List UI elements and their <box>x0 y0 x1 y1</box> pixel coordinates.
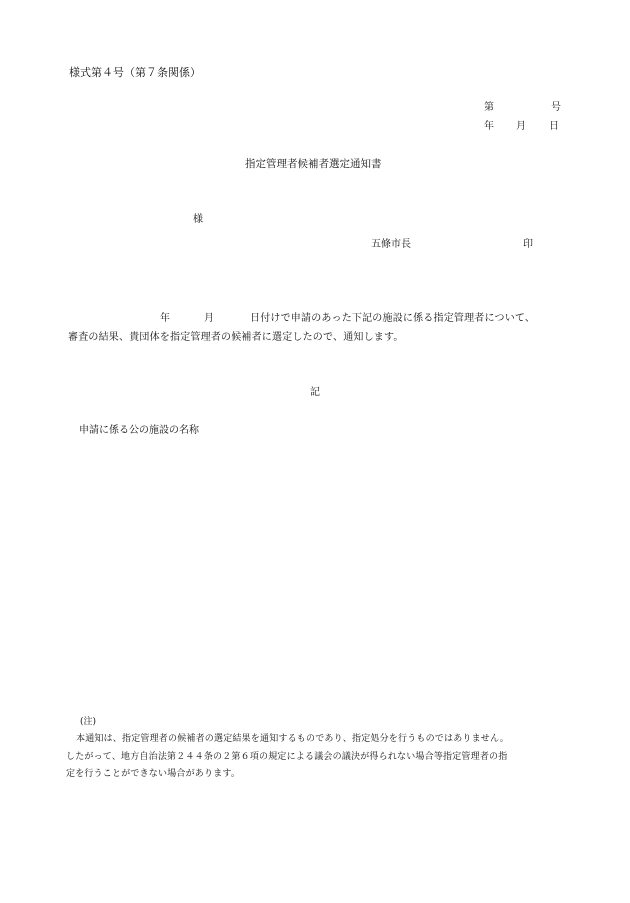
recipient-honorific: 様 <box>193 214 203 225</box>
date-month: 月 <box>516 121 526 132</box>
body-year: 年 <box>160 313 170 324</box>
doc-number-prefix: 第 <box>484 102 494 113</box>
doc-number-suffix: 号 <box>551 102 561 113</box>
body-month: 月 <box>204 313 214 324</box>
seal-mark: 印 <box>523 239 533 250</box>
note-line-3: 定を行うことができない場合があります。 <box>66 769 241 779</box>
note-heading: (注) <box>80 717 97 727</box>
body-line2: 審査の結果、貴団体を指定管理者の候補者に選定したので、通知します。 <box>68 332 404 343</box>
note-line-2: したがって、地方自治法第２４４条の２第６項の規定による議会の議決が得られない場合等指定管理者の指 <box>66 752 508 762</box>
facility-label: 申請に係る公の施設の名称 <box>79 425 199 436</box>
form-label: 様式第４号（第７条関係） <box>69 66 201 79</box>
body-line1: 日付けで申請のあった下記の施設に係る指定管理者について、 <box>250 313 536 324</box>
page-title: 指定管理者候補者選定通知書 <box>245 158 382 170</box>
sender-name: 五條市長 <box>371 239 411 250</box>
date-day: 日 <box>549 121 559 132</box>
note-line-1: 本通知は、指定管理者の候補者の選定結果を通知するものであり、指定処分を行うものではありません。 <box>76 734 509 744</box>
date-year: 年 <box>484 121 494 132</box>
ki-heading: 記 <box>310 387 320 398</box>
